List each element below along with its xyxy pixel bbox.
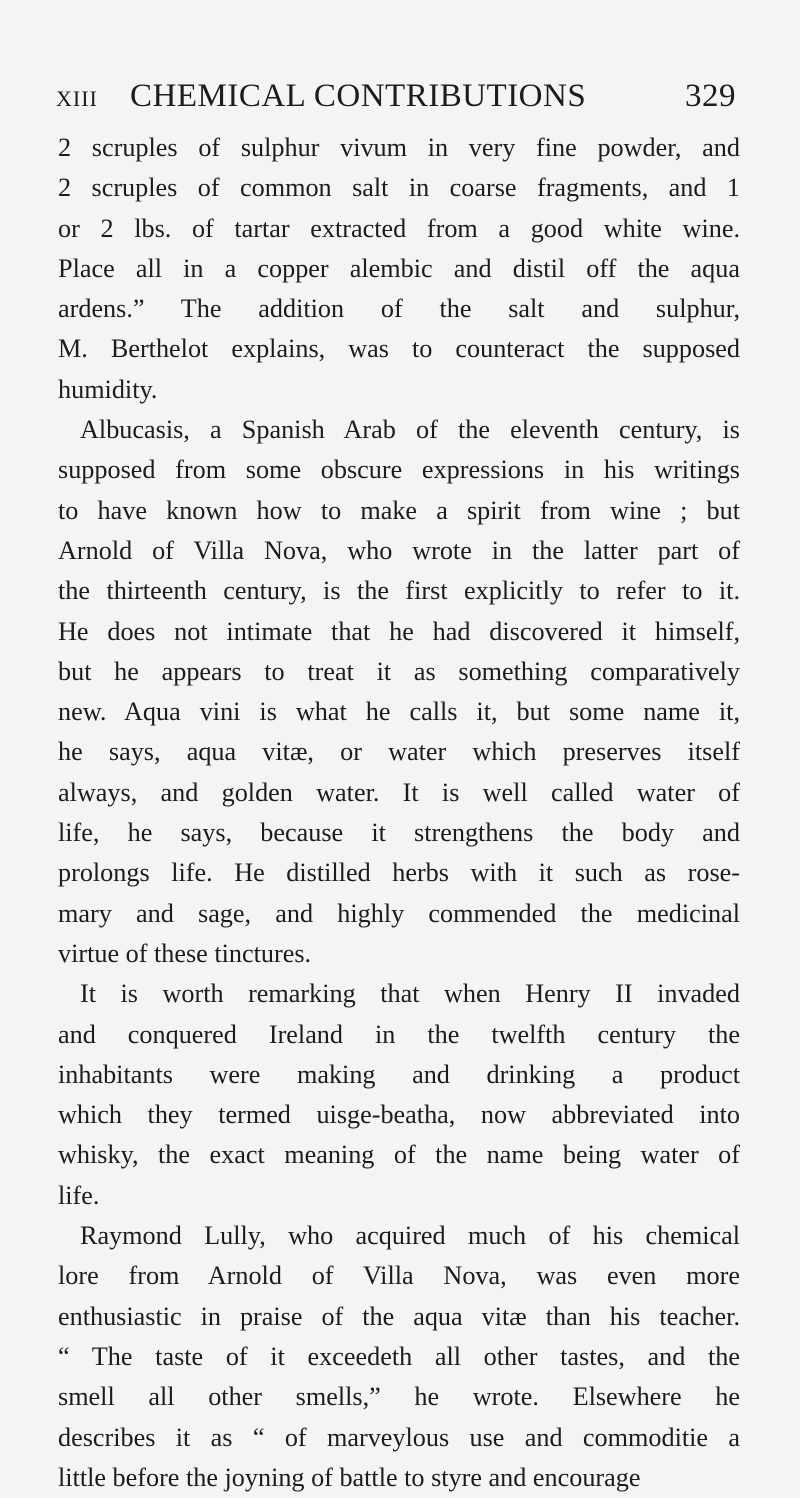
text-line: M. Berthelot explains, was to counteract the supposed [58, 334, 740, 364]
paragraph [58, 1216, 740, 1498]
text-line: lore from Arnold of Villa Nova, was even more [58, 1261, 740, 1291]
text-line: enthusiastic in praise of the aqua vitæ than his teacher. [58, 1301, 740, 1331]
text-line: Arnold of Villa Nova, who wrote in the latter part of [58, 535, 740, 565]
text-line: prolongs life. He distilled herbs with it such as rose- [58, 858, 740, 888]
text-line: but he appears to treat it as something comparatively [58, 656, 740, 686]
text-line: life, he says, because it strengthens the body and [58, 818, 740, 848]
text-line: 2 scruples of sulphur vivum in very fine powder, and [58, 133, 740, 162]
paragraph [58, 410, 740, 974]
text-line: new. Aqua vini is what he calls it, but some name it, [58, 697, 740, 727]
text-line: he says, aqua vitæ, or water which preserves itself [58, 737, 740, 767]
text-line: the thirteenth century, is the first explicitly to refer to it. [58, 576, 740, 606]
paragraph [58, 974, 740, 1216]
text-line: Place all in a copper alembic and distil off the aqua [58, 253, 740, 283]
text-line: describes it as “ of marveylous use and commoditie a [58, 1422, 740, 1452]
paragraph [58, 128, 740, 410]
text-line: 2 scruples of common salt in coarse fragments, and 1 [58, 173, 740, 203]
text-line: whisky, the exact meaning of the name being water of [58, 1140, 740, 1170]
text-line: life. [58, 1180, 100, 1210]
text-line: He does not intimate that he had discovered it himself, [58, 616, 740, 646]
text-line: which they termed uisge-beatha, now abbreviated into [58, 1100, 740, 1130]
text-line: inhabitants were making and drinking a product [58, 1059, 740, 1089]
text-line: humidity. [58, 374, 158, 404]
text-line: little before the joyning of battle to styre and encourage [58, 1462, 641, 1492]
page-number: 329 [685, 78, 736, 114]
text-line: and conquered Ireland in the twelfth century the [58, 1019, 740, 1049]
chapter-number: XIII [56, 86, 98, 111]
text-line: Albucasis, a Spanish Arab of the eleventh century, is [80, 415, 740, 445]
text-line: Raymond Lully, who acquired much of his chemical [80, 1221, 740, 1251]
text-line: ardens.” The addition of the salt and sulphur, [58, 294, 740, 324]
body-text [58, 128, 740, 1498]
text-line: mary and sage, and highly commended the medicinal [58, 898, 740, 928]
text-line: supposed from some obscure expressions in his writings [58, 455, 740, 485]
text-line: always, and golden water. It is well called water of [58, 777, 740, 807]
running-header [56, 78, 736, 118]
text-line: or 2 lbs. of tartar extracted from a good white wine. [58, 213, 740, 243]
text-line: to have known how to make a spirit from wine ; but [58, 495, 740, 525]
text-line: “ The taste of it exceedeth all other tastes, and the [58, 1341, 740, 1371]
text-line: virtue of these tinctures. [58, 938, 312, 968]
text-line: It is worth remarking that when Henry II invaded [80, 979, 740, 1009]
text-line: smell all other smells,” he wrote. Elsewhere he [58, 1382, 740, 1412]
running-title: CHEMICAL CONTRIBUTIONS [130, 78, 587, 114]
